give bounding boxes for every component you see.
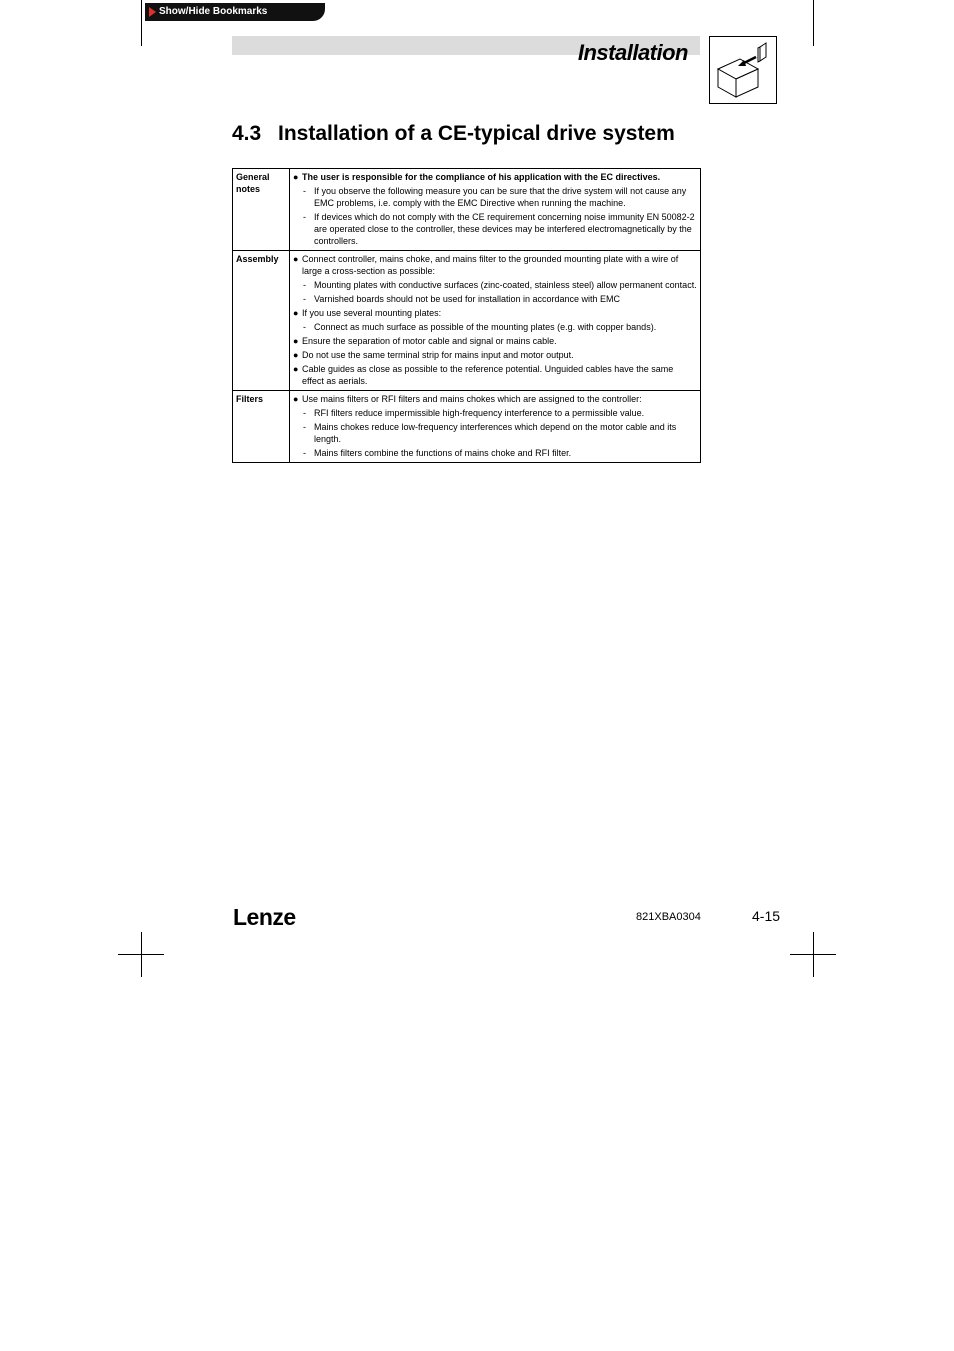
bullet-icon: ●: [293, 336, 299, 346]
list-item: [293, 393, 697, 405]
sub-item-text: Mounting plates with conductive surfaces (zinc-coated, stainless steel) allow permanent contact.: [314, 280, 697, 290]
dash-icon: -: [303, 212, 306, 222]
row-content: [290, 391, 701, 463]
dash-icon: -: [303, 408, 306, 418]
bullet-icon: ●: [293, 308, 299, 318]
item-text: Use mains filters or RFI filters and mains chokes which are assigned to the controller:: [302, 394, 642, 404]
sub-item-text: If devices which do not comply with the CE requirement concerning noise immunity EN 50082-2 are operated close to the controller, these devices may be interfered electromagnetically by the controllers.: [314, 212, 695, 246]
sub-item-text: Mains filters combine the functions of mains choke and RFI filter.: [314, 448, 572, 458]
bullet-icon: ●: [293, 254, 299, 264]
sub-item-text: Mains chokes reduce low-frequency interferences which depend on the motor cable and its length.: [314, 422, 677, 444]
bullet-icon: ●: [293, 350, 299, 360]
sub-item-text: If you observe the following measure you can be sure that the drive system will not cause any EMC problems, i.e. comply with the EMC Directive when running the machine.: [314, 186, 687, 208]
sub-item: [293, 279, 697, 291]
sub-item: [293, 447, 697, 459]
dash-icon: -: [303, 448, 306, 458]
list-item: [293, 335, 697, 347]
sub-item: [293, 211, 697, 247]
item-text: Cable guides as close as possible to the reference potential. Unguided cables have the same effect as aerials.: [302, 364, 674, 386]
section-header: Installation: [577, 40, 688, 65]
sub-item-text: Varnished boards should not be used for installation in accordance with EMC: [314, 294, 621, 304]
list-item: [293, 171, 697, 183]
row-content: [290, 251, 701, 391]
crop-mark-bottom-right-h: [790, 954, 836, 955]
page-number: 4-15: [752, 908, 781, 924]
table-row: [233, 251, 701, 391]
section-number: 4.3: [232, 122, 262, 145]
item-text: Ensure the separation of motor cable and signal or mains cable.: [302, 336, 557, 346]
dash-icon: -: [303, 294, 306, 304]
row-header: Filters: [233, 391, 290, 463]
sub-item-text: Connect as much surface as possible of the mounting plates (e.g. with copper bands).: [314, 322, 657, 332]
doc-number: 821XBA0304: [636, 911, 701, 923]
dash-icon: -: [303, 280, 306, 290]
row-header: Assembly: [233, 251, 290, 391]
sub-item: [293, 185, 697, 209]
lenze-logo: Lenze: [233, 904, 296, 930]
crop-mark-top-right: [813, 0, 814, 46]
sub-item: [293, 421, 697, 445]
section-title-text: Installation of a CE-typical drive system: [278, 122, 675, 145]
sub-item: [293, 293, 697, 305]
crop-mark-bottom-left-h: [118, 954, 164, 955]
bullet-icon: ●: [293, 394, 299, 404]
sub-item: [293, 321, 697, 333]
bullet-icon: ●: [293, 364, 299, 374]
row-content: [290, 169, 701, 251]
list-item: [293, 363, 697, 387]
item-text: Connect controller, mains choke, and mains filter to the grounded mounting plate with a wire of large a cross-section as possible:: [302, 254, 679, 276]
table-row: [233, 169, 701, 251]
ce-installation-table: [232, 168, 701, 463]
dash-icon: -: [303, 322, 306, 332]
show-hide-bookmarks-button[interactable]: [145, 3, 325, 21]
sub-item-text: RFI filters reduce impermissible high-frequency interference to a permissible value.: [314, 408, 645, 418]
dash-icon: -: [303, 422, 306, 432]
item-text: The user is responsible for the compliance of his application with the EC directives.: [302, 172, 661, 182]
page-title: [232, 122, 675, 146]
sub-item: [293, 407, 697, 419]
table-row: [233, 391, 701, 463]
bullet-icon: ●: [293, 172, 299, 182]
installation-box-icon: [709, 36, 777, 104]
row-header: General notes: [233, 169, 290, 251]
list-item: [293, 307, 697, 319]
bookmark-tab-label: Show/Hide Bookmarks: [159, 6, 268, 17]
list-item: [293, 253, 697, 277]
dash-icon: -: [303, 186, 306, 196]
item-text: If you use several mounting plates:: [302, 308, 442, 318]
list-item: [293, 349, 697, 361]
crop-mark-top-left: [141, 0, 142, 46]
triangle-right-icon: [149, 7, 156, 17]
item-text: Do not use the same terminal strip for mains input and motor output.: [302, 350, 574, 360]
